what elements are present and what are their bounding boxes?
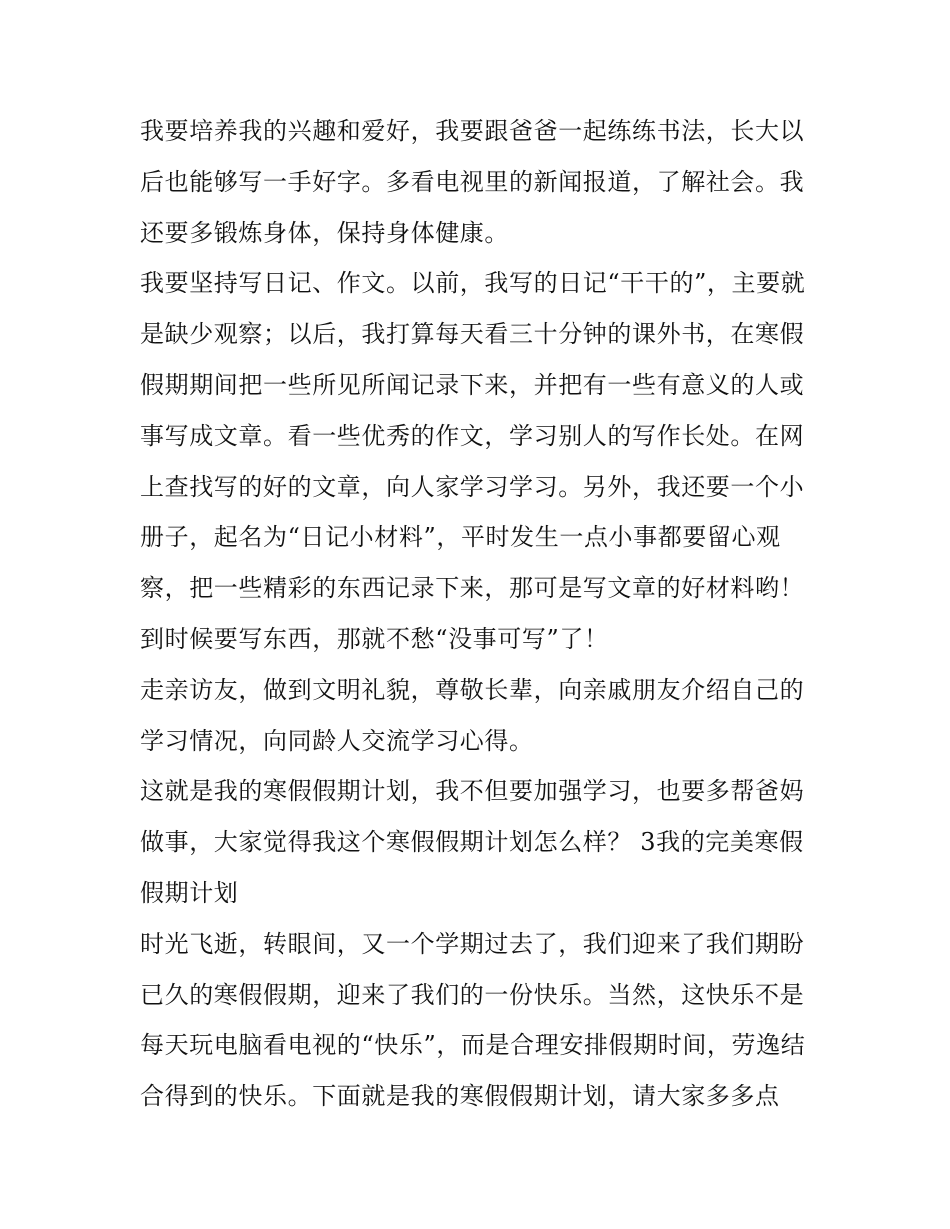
text-line: 后也能够写一手好字。多看电视里的新闻报道，了解社会。我 xyxy=(140,167,805,196)
text-line: 我要培养我的兴趣和爱好，我要跟爸爸一起练练书法，长大以 xyxy=(140,117,805,145)
text-line: 时光飞逝，转眼间，又一个学期过去了，我们迎来了我们期盼 xyxy=(140,929,805,958)
text-line: 合得到的快乐。下面就是我的寒假假期计划，请大家多多点 xyxy=(140,1082,780,1111)
text-line: 假期计划 xyxy=(140,878,239,907)
text-line: 走亲访友，做到文明礼貌，尊敬长辈，向亲戚朋友介绍自己的 xyxy=(140,675,805,704)
text-line: 这就是我的寒假假期计划，我不但要加强学习，也要多帮爸妈 xyxy=(140,777,805,806)
text-line: 还要多锻炼身体，保持身体健康。 xyxy=(140,218,509,247)
text-line: 册子，起名为“日记小材料”，平时发生一点小事都要留心观 xyxy=(140,523,781,552)
text-line: 我要坚持写日记、作文。以前，我写的日记“干干的”，主要就 xyxy=(140,269,806,298)
text-line: 是缺少观察；以后，我打算每天看三十分钟的课外书，在寒假 xyxy=(140,320,805,349)
text-line: 察，把一些精彩的东西记录下来，那可是写文章的好材料哟！ xyxy=(140,574,805,603)
text-line: 事写成文章。看一些优秀的作文，学习别人的写作长处。在网 xyxy=(140,421,805,450)
text-line: 每天玩电脑看电视的“快乐”，而是合理安排假期时间，劳逸结 xyxy=(140,1031,806,1060)
text-line: 做事，大家觉得我这个寒假假期计划怎么样？ 3我的完美寒假 xyxy=(140,828,804,857)
document-body xyxy=(140,106,830,1122)
text-line: 假期期间把一些所见所闻记录下来，并把有一些有意义的人或 xyxy=(140,370,805,399)
text-line: 学习情况，向同龄人交流学习心得。 xyxy=(140,726,534,755)
text-line: 上查找写的好的文章，向人家学习学习。另外，我还要一个小 xyxy=(140,472,805,501)
text-line: 已久的寒假假期，迎来了我们的一份快乐。当然，这快乐不是 xyxy=(140,980,805,1009)
text-line: 到时候要写东西，那就不愁“没事可写”了！ xyxy=(140,624,609,653)
